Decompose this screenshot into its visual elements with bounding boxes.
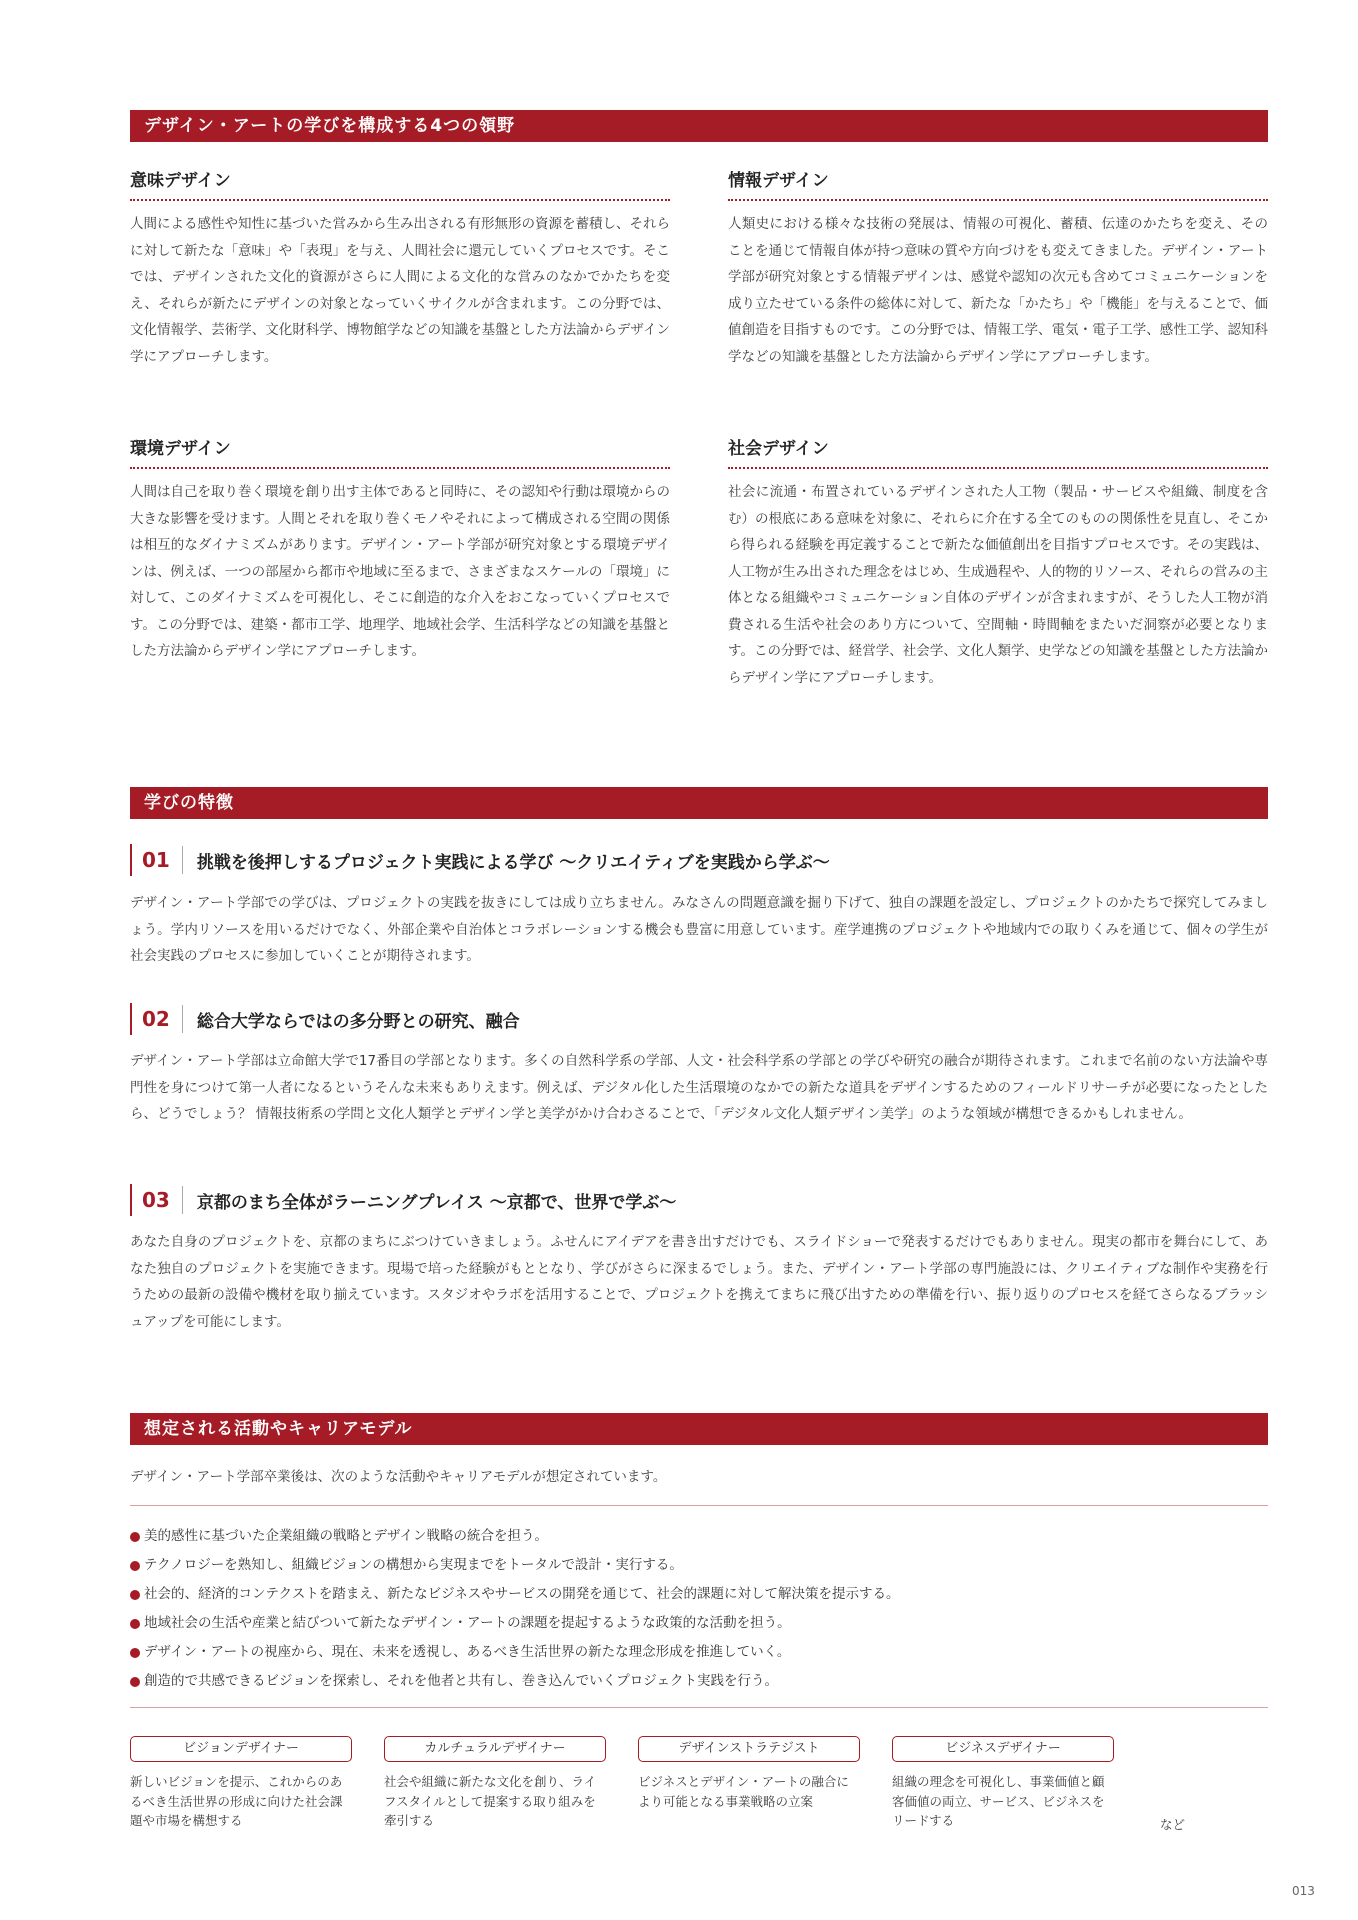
area-meaning-design [130, 166, 670, 370]
bullet-dot-icon [130, 1677, 140, 1687]
area-body: 人類史における様々な技術の発展は、情報の可視化、蓄積、伝達のかたちを変え、そのことを通じて情報自体が持つ意味の質や方向づけをも変えてきました。デザイン・アート学部が研究対象とする情報デザインは、感覚や認知の次元も含めてコミュニケーションを成り立たせている条件の総体に対して、新たな「かたち」や「機能」を与えることで、価値創造を目指すものです。この分野では、情報工学、電気・電子工学、感性工学、認知科学などの知識を基盤とした方法論からデザイン学にアプローチします。 [728, 216, 1268, 365]
career-desc: 新しいビジョンを提示、これからのあるべき生活世界の形成に向けた社会課題や市場を構想する [130, 1774, 343, 1828]
divider [130, 1707, 1268, 1708]
list-item-text: 地域社会の生活や産業と結びついて新たなデザイン・アートの課題を提起するような政策的な活動を担う。 [144, 1615, 791, 1631]
activity-list [130, 1522, 1268, 1696]
career-tag: ビジネスデザイナー [892, 1736, 1114, 1762]
list-item-text: デザイン・アートの視座から、現在、未来を透視し、あるべき生活世界の新たな理念形成を推進していく。 [144, 1644, 791, 1660]
bullet-dot-icon [130, 1561, 140, 1571]
feature-title: 挑戦を後押しするプロジェクト実践による学び ～クリエイティブを実践から学ぶ～ [196, 852, 830, 873]
etc-note: など [1160, 1817, 1186, 1832]
list-item [130, 1580, 1268, 1609]
section-heading-features: 学びの特徴 [130, 787, 1268, 819]
list-item [130, 1522, 1268, 1551]
feature-body-03: あなた自身のプロジェクトを、京都のまちにぶつけていきましょう。ふせんにアイデアを書き出すだけでも、スライドショーで発表するだけでもありません。現実の都市を舞台にして、あなた独自のプロジェクトを実施できます。現場で培った経験がもととなり、学びがさらに深まるでしょう。また、デザイン・アート学部の専門施設には、クリエイティブな制作や実務を行うための最新の設備や機材を取り揃えています。スタジオやラボを活用することで、プロジェクトを携えてまちに飛び出すための準備を行い、振り返りのプロセスを経てさらなるブラッシュアップを可能にします。 [130, 1234, 1268, 1330]
career-tag: ビジョンデザイナー [130, 1736, 352, 1762]
career-business-designer [892, 1736, 1114, 1831]
feature-body-01: デザイン・アート学部での学びは、プロジェクトの実践を抜きにしては成り立ちません。みなさんの問題意識を掘り下げて、独自の課題を設定し、プロジェクトのかたちで探究してみましょう。学内リソースを用いるだけでなく、外部企業や自治体とコラボレーションする機会も豊富に用意しています。産学連携のプロジェクトや地域内での取りくみを通じて、個々の学生が社会実践のプロセスに参加していくことが期待されます。 [130, 895, 1268, 964]
list-item-text: 創造的で共感できるビジョンを探索し、それを他者と共有し、巻き込んでいくプロジェクト実践を行う。 [144, 1673, 778, 1689]
career-desc: 組織の理念を可視化し、事業価値と顧客価値の両立、サービス、ビジネスをリードする [892, 1774, 1105, 1828]
feature-number: 01 [132, 846, 183, 874]
feature-number: 02 [132, 1005, 183, 1033]
area-body: 人間は自己を取り巻く環境を創り出す主体であると同時に、その認知や行動は環境からの大きな影響を受けます。人間とそれを取り巻くモノやそれによって構成される空間の関係は相互的なダイナミズムがあります。デザイン・アート学部が研究対象とする環境デザインは、例えば、一つの部屋から都市や地域に至るまで、さまざまなスケールの「環境」に対して、このダイナミズムを可視化し、そこに創造的な介入をおこなっていくプロセスです。この分野では、建築・都市工学、地理学、地域社会学、生活科学などの知識を基盤とした方法論からデザイン学にアプローチします。 [130, 484, 670, 659]
area-body: 社会に流通・布置されているデザインされた人工物（製品・サービスや組織、制度を含む）の根底にある意味を対象に、それらに介在する全てのものの関係性を見直し、そこから得られる経験を再定義することで新たな価値創出を目指すプロセスです。その実践は、人工物が生み出された理念をはじめ、生成過程や、人的物的リソース、それらの営みの主体となる組織やコミュニケーション自体のデザインが含まれますが、そうした人工物が消費される生活や社会のあり方について、空間軸・時間軸をまたいだ洞察が必要となります。この分野では、経営学、社会学、文化人類学、史学などの知識を基盤とした方法論からデザイン学にアプローチします。 [728, 484, 1268, 686]
section-heading-careers: 想定される活動やキャリアモデル [130, 1413, 1268, 1445]
career-desc: 社会や組織に新たな文化を創り、ライフスタイルとして提案する取り組みを牽引する [384, 1774, 597, 1828]
feature-title: 京都のまち全体がラーニングプレイス ～京都で、世界で学ぶ～ [196, 1192, 677, 1213]
area-title: 意味デザイン [130, 166, 670, 201]
feature-heading-01 [130, 844, 1270, 876]
area-environment-design [130, 434, 670, 665]
feature-number: 03 [132, 1186, 183, 1214]
divider [130, 1505, 1268, 1506]
area-title: 情報デザイン [728, 166, 1268, 201]
list-item [130, 1551, 1268, 1580]
list-item [130, 1667, 1268, 1696]
area-body: 人間による感性や知性に基づいた営みから生み出される有形無形の資源を蓄積し、それらに対して新たな「意味」や「表現」を与え、人間社会に還元していくプロセスです。そこでは、デザインされた文化的資源がさらに人間による文化的な営みのなかでかたちを変え、それらが新たにデザインの対象となっていくサイクルが含まれます。この分野では、文化情報学、芸術学、文化財科学、博物館学などの知識を基盤とした方法論からデザイン学にアプローチします。 [130, 216, 670, 365]
feature-body-02: デザイン・アート学部は立命館大学で17番目の学部となります。多くの自然科学系の学部、人文・社会科学系の学部との学びや研究の融合が期待されます。これまで名前のない方法論や専門性を身につけて第一人者になるというそんな未来もありえます。例えば、デジタル化した生活環境のなかでの新たな道具をデザインするためのフィールドリサーチが必要になったとしたら、どうでしょう？ 情報技術系の学問と文化人類学とデザイン学と美学がかけ合わさることで、「デジタル文化人類デザイン美学」のような領域が構想できるかもしれません。 [130, 1053, 1268, 1122]
feature-heading-03 [130, 1184, 1270, 1216]
page-number: 013 [1292, 1884, 1315, 1898]
area-title: 社会デザイン [728, 434, 1268, 469]
career-design-strategist [638, 1736, 860, 1811]
bullet-dot-icon [130, 1590, 140, 1600]
list-item [130, 1609, 1268, 1638]
feature-heading-02 [130, 1003, 1270, 1035]
list-item-text: テクノロジーを熟知し、組織ビジョンの構想から実現までをトータルで設計・実行する。 [144, 1557, 683, 1573]
career-cultural-designer [384, 1736, 606, 1831]
section-heading-fields: デザイン・アートの学びを構成する4つの領野 [130, 110, 1268, 142]
area-title: 環境デザイン [130, 434, 670, 469]
bullet-dot-icon [130, 1648, 140, 1658]
list-item [130, 1638, 1268, 1667]
bullet-dot-icon [130, 1532, 140, 1542]
bullet-dot-icon [130, 1619, 140, 1629]
area-social-design [728, 434, 1268, 691]
feature-title: 総合大学ならではの多分野との研究、融合 [196, 1011, 520, 1032]
career-tag: デザインストラテジスト [638, 1736, 860, 1762]
list-item-text: 社会的、経済的コンテクストを踏まえ、新たなビジネスやサービスの開発を通じて、社会的課題に対して解決策を提示する。 [144, 1586, 900, 1602]
career-desc: ビジネスとデザイン・アートの融合により可能となる事業戦略の立案 [638, 1774, 849, 1809]
area-information-design [728, 166, 1268, 370]
careers-intro: デザイン・アート学部卒業後は、次のような活動やキャリアモデルが想定されています。 [130, 1469, 667, 1485]
list-item-text: 美的感性に基づいた企業組織の戦略とデザイン戦略の統合を担う。 [144, 1528, 549, 1544]
career-tag: カルチュラルデザイナー [384, 1736, 606, 1762]
career-vision-designer [130, 1736, 352, 1831]
